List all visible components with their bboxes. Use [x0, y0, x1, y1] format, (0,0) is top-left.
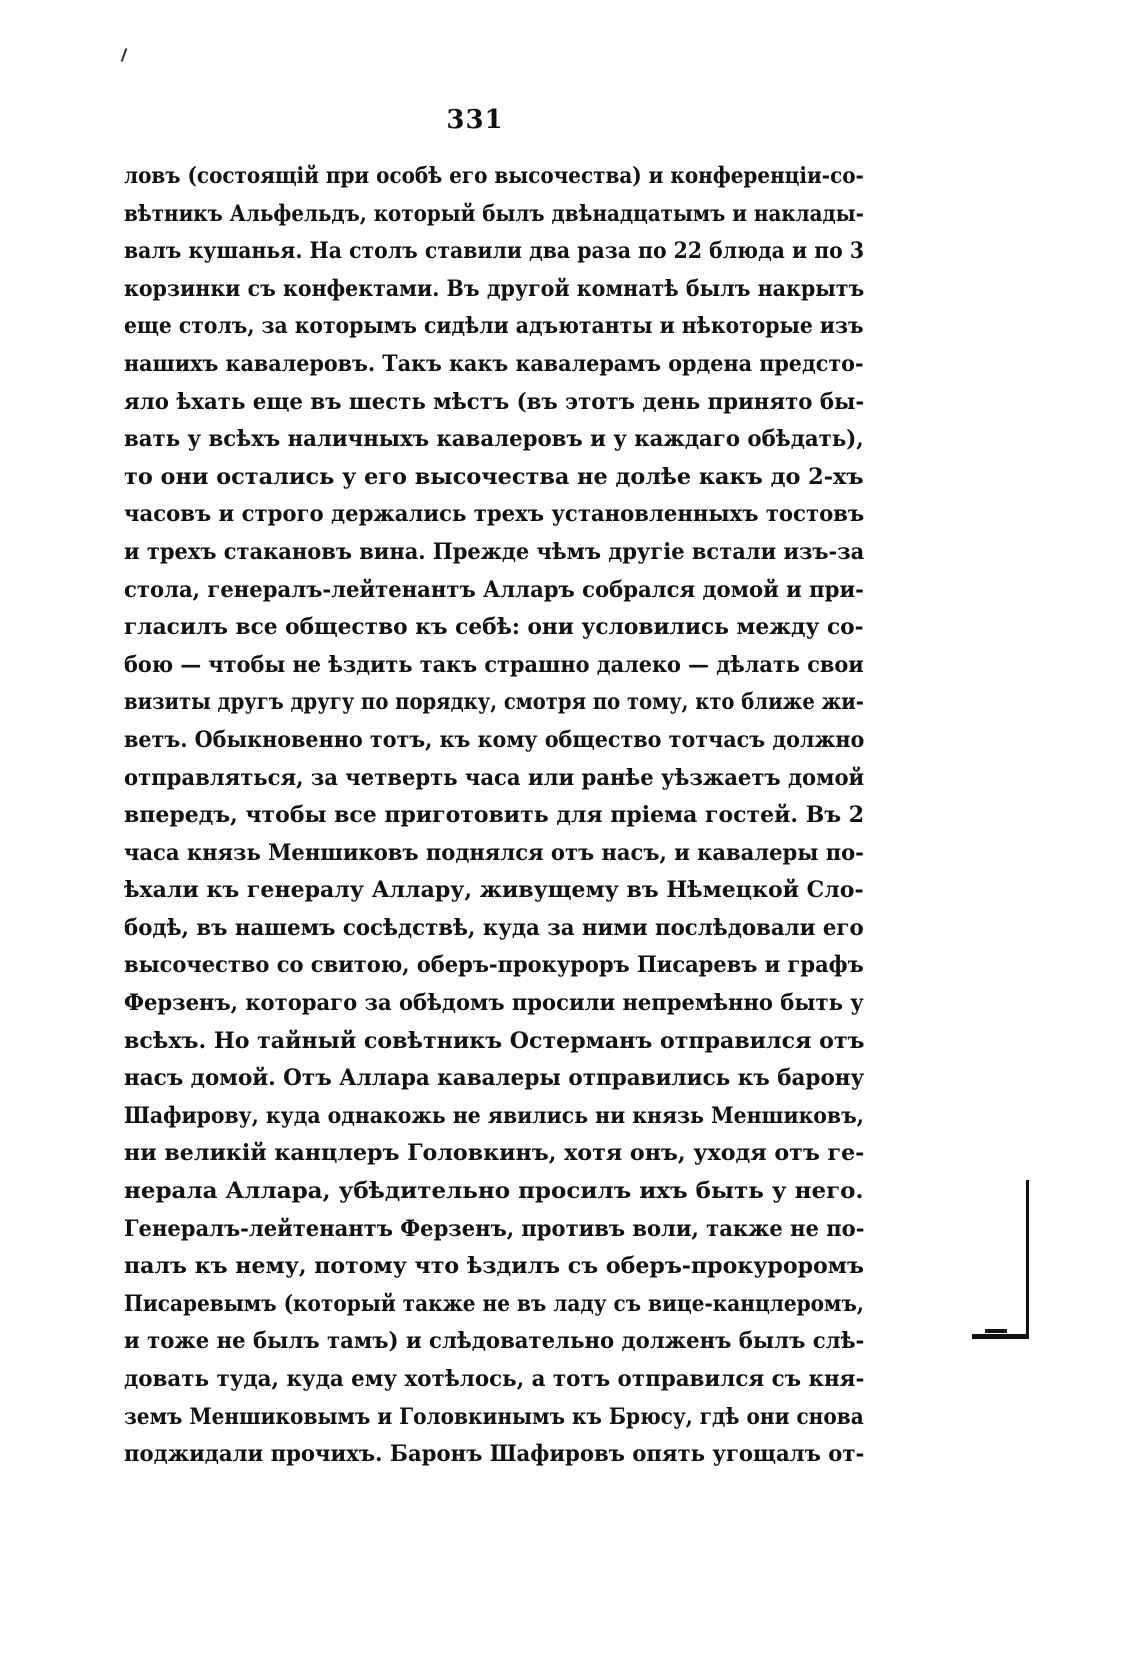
text-line: часа князь Меншиковъ поднялся отъ насъ, и кавалеры по- [124, 839, 864, 866]
text-line: гласилъ все общество къ себѣ: они условились между со- [124, 614, 864, 641]
text-line: валъ кушанья. На столъ ставили два раза по 22 блюда и по 3 [124, 238, 865, 265]
stray-ink-mark [121, 48, 128, 62]
text-line: впередъ, чтобы все приготовить для пріема гостей. Въ 2 [124, 802, 865, 829]
text-line: ловъ (состоящій при особѣ его высочества) и конференціи-со- [124, 163, 864, 189]
text-line: еще столъ, за которымъ сидѣли адъютанты и нѣкоторые изъ [124, 313, 864, 340]
text-line: и трехъ стакановъ вина. Прежде чѣмъ другіе встали изъ-за [124, 538, 865, 565]
text-line: отправляться, за четверть часа или ранѣе уѣзжаетъ домой [124, 764, 865, 791]
text-line: Шафирову, куда однакожь не явились ни князь Меншиковъ, [124, 1102, 864, 1129]
text-line: часовъ и строго держались трехъ установленныхъ тостовъ [124, 501, 865, 528]
text-line: вѣтникъ Альфельдъ, который былъ двѣнадцатымъ и наклады- [124, 200, 864, 227]
body-text [124, 158, 864, 1474]
text-line: стола, генералъ-лейтенантъ Алларъ собрался домой и при- [124, 576, 864, 603]
text-line: яло ѣхать еще въ шесть мѣстъ (въ этотъ день принято бы- [124, 388, 865, 415]
text-line: довать туда, куда ему хотѣлось, а тотъ отправился съ кня- [124, 1366, 865, 1392]
text-line: нерала Аллара, убѣдительно просилъ ихъ быть у него. [124, 1178, 864, 1205]
text-line: Ферзенъ, котораго за обѣдомъ просили непремѣнно быть у [124, 990, 864, 1017]
text-line: Генералъ-лейтенантъ Ферзенъ, противъ воли, также не по- [124, 1215, 865, 1242]
text-line: всѣхъ. Но тайный совѣтникъ Остерманъ отправился отъ [124, 1027, 865, 1054]
text-line: ѣхали къ генералу Аллару, живущему въ Нѣмецкой Сло- [124, 877, 864, 904]
text-line: насъ домой. Отъ Аллара кавалеры отправились къ барону [124, 1065, 865, 1092]
text-line: ветъ. Обыкновенно тотъ, къ кому общество тотчасъ должно [124, 726, 865, 753]
text-line: бою — чтобы не ѣздить такъ страшно далеко — дѣлать свои [124, 651, 864, 678]
text-line: визиты другъ другу по порядку, смотря по тому, кто ближе жи- [124, 689, 864, 716]
text-line: земъ Меншиковымъ и Головкинымъ къ Брюсу, гдѣ они снова [124, 1403, 864, 1430]
text-line: бодѣ, въ нашемъ сосѣдствѣ, куда за ними послѣдовали его [124, 914, 864, 941]
text-line: вать у всѣхъ наличныхъ кавалеровъ и у каждаго обѣдать), [124, 426, 864, 453]
text-line: Писаревымъ (который также не въ ладу съ вице-канцлеромъ, [124, 1290, 864, 1317]
text-line: поджидали прочихъ. Баронъ Шафировъ опять угощалъ от- [124, 1441, 865, 1468]
text-line: ни великій канцлеръ Головкинъ, хотя онъ, уходя отъ ге- [124, 1140, 865, 1167]
text-line: корзинки съ конфектами. Въ другой комнатѣ былъ накрытъ [124, 275, 865, 302]
text-line: высочество со свитою, оберъ-прокуроръ Писаревъ и графъ [124, 952, 864, 979]
margin-bracket-notch [985, 1329, 1007, 1333]
margin-bracket-mark [1026, 1180, 1029, 1336]
page-number: 331 [446, 105, 504, 135]
margin-bracket-foot [972, 1334, 1029, 1339]
text-line: и тоже не былъ тамъ) и слѣдовательно долженъ былъ слѣ- [124, 1328, 865, 1355]
text-line: палъ къ нему, потому что ѣздилъ съ оберъ-прокуроромъ [124, 1253, 864, 1280]
text-line: нашихъ кавалеровъ. Такъ какъ кавалерамъ ордена предсто- [124, 350, 864, 377]
text-line: то они остались у его высочества не долѣе какъ до 2-хъ [124, 463, 864, 490]
